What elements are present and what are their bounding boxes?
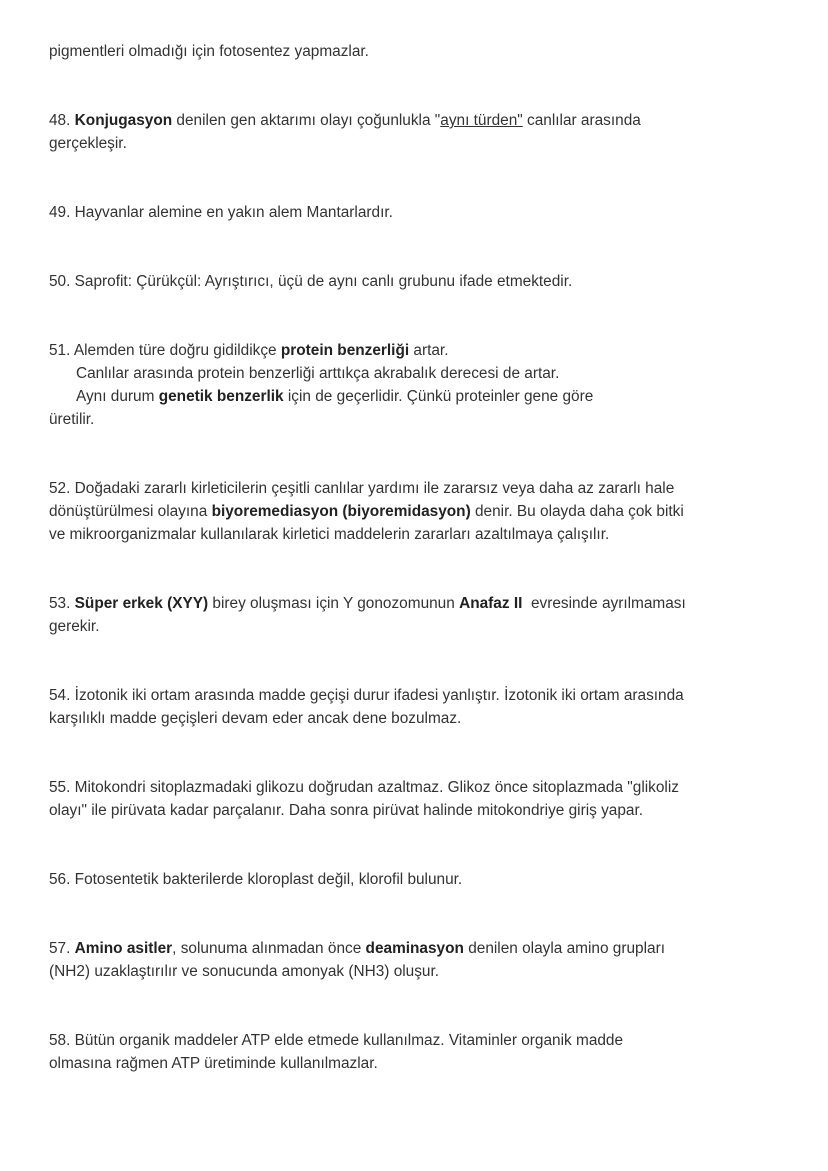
item-51 <box>49 339 689 431</box>
paragraph-gap <box>49 293 689 339</box>
item-57-term-2: deaminasyon <box>365 940 464 957</box>
paragraph-gap <box>49 638 689 684</box>
item-55-text: 55. Mitokondri sitoplazmadaki glikozu doğrudan azaltmaz. Glikoz önce sitoplazmada "glikoliz olayı" ile pirüvata kadar parçalanır. Daha sonra pirüvat halinde mitokondriye giriş yapar. <box>49 779 679 819</box>
paragraph-gap <box>49 155 689 201</box>
item-48-text-1: denilen gen aktarımı olayı çoğunlukla " <box>172 112 441 129</box>
item-57-number: 57. <box>49 940 75 957</box>
item-51-text-1: Alemden türe doğru gidildikçe <box>73 342 281 359</box>
item-53 <box>49 592 689 638</box>
item-51-term-1: protein benzerliği <box>280 342 410 359</box>
item-51-term-2: genetik benzerlik <box>158 388 284 405</box>
item-54 <box>49 684 689 730</box>
item-51-line-4: üretilir. <box>49 411 95 428</box>
item-51-text-2: artar. <box>409 342 449 359</box>
item-53-text-1: birey oluşması için Y gonozomunun <box>208 595 460 612</box>
document-page <box>49 40 689 1075</box>
paragraph-gap <box>49 822 689 868</box>
item-51-text-3: Aynı durum <box>76 388 159 405</box>
paragraph-gap <box>49 224 689 270</box>
paragraph-gap <box>49 983 689 1029</box>
item-49 <box>49 201 689 224</box>
item-56 <box>49 868 689 891</box>
item-52-text-1: 52. Doğadaki zararlı kirleticilerin çeşitli canlılar yardımı ile zararsız veya daha az zararlı hale dönüştürülmesi olayına <box>49 480 675 520</box>
item-48 <box>49 109 689 155</box>
item-52-term: biyoremediasyon (biyoremidasyon) <box>211 503 471 520</box>
item-53-text <box>49 592 689 638</box>
item-50 <box>49 270 689 293</box>
item-51-line-3 <box>49 385 689 408</box>
item-56-text: 56. Fotosentetik bakterilerde kloroplast değil, klorofil bulunur. <box>49 871 463 888</box>
item-57-text-1: , solunuma alınmadan önce <box>172 940 366 957</box>
item-47-tail <box>49 40 689 63</box>
item-48-underlined: aynı türden" <box>440 112 523 129</box>
item-52 <box>49 477 689 546</box>
item-57-text <box>49 937 689 983</box>
item-51-line-2: Canlılar arasında protein benzerliği arttıkça akrabalık derecesi de artar. <box>76 365 560 382</box>
item-47-text: pigmentleri olmadığı için fotosentez yapmazlar. <box>49 43 369 60</box>
paragraph-gap <box>49 63 689 109</box>
paragraph-gap <box>49 730 689 776</box>
item-52-text <box>49 477 689 546</box>
item-51-line-1 <box>49 339 689 362</box>
item-51-text-4: için de geçerlidir. Çünkü proteinler gene göre <box>283 388 594 405</box>
item-50-text: 50. Saprofit: Çürükçül: Ayrıştırıcı, üçü de aynı canlı grubunu ifade etmektedir. <box>49 273 573 290</box>
item-55 <box>49 776 689 822</box>
item-53-number: 53. <box>49 595 75 612</box>
item-57-text-2: denilen olayla amino grupları (NH2) uzaklaştırılır ve sonucunda amonyak (NH3) oluşur. <box>49 940 665 980</box>
item-48-number: 48. <box>49 112 75 129</box>
item-51-number: 51. <box>49 342 74 359</box>
item-58 <box>49 1029 689 1075</box>
item-57 <box>49 937 689 983</box>
item-53-term-2: Anafaz II <box>459 595 523 612</box>
item-48-text-2: canlılar arasında gerçekleşir. <box>49 112 641 152</box>
item-58-text: 58. Bütün organik maddeler ATP elde etmede kullanılmaz. Vitaminler organik madde olmasına rağmen ATP üretiminde kullanılmazlar. <box>49 1032 624 1072</box>
item-49-text: 49. Hayvanlar alemine en yakın alem Mantarlardır. <box>49 204 393 221</box>
item-54-text: 54. İzotonik iki ortam arasında madde geçişi durur ifadesi yanlıştır. İzotonik iki ortam arasında karşılıklı madde geçişleri devam eder ancak dene bozulmaz. <box>49 687 684 727</box>
item-57-term-1: Amino asitler <box>74 940 173 957</box>
paragraph-gap <box>49 546 689 592</box>
item-52-text-2: denir. Bu olayda daha çok bitki ve mikroorganizmalar kullanılarak kirletici maddelerin zararları azaltılmaya çalışılır. <box>49 503 684 543</box>
item-53-text-2: evresinde ayrılmaması gerekir. <box>49 595 691 635</box>
item-48-text <box>49 109 689 155</box>
paragraph-gap <box>49 891 689 937</box>
item-48-term: Konjugasyon <box>74 112 173 129</box>
paragraph-gap <box>49 431 689 477</box>
item-53-term-1: Süper erkek (XYY) <box>74 595 209 612</box>
